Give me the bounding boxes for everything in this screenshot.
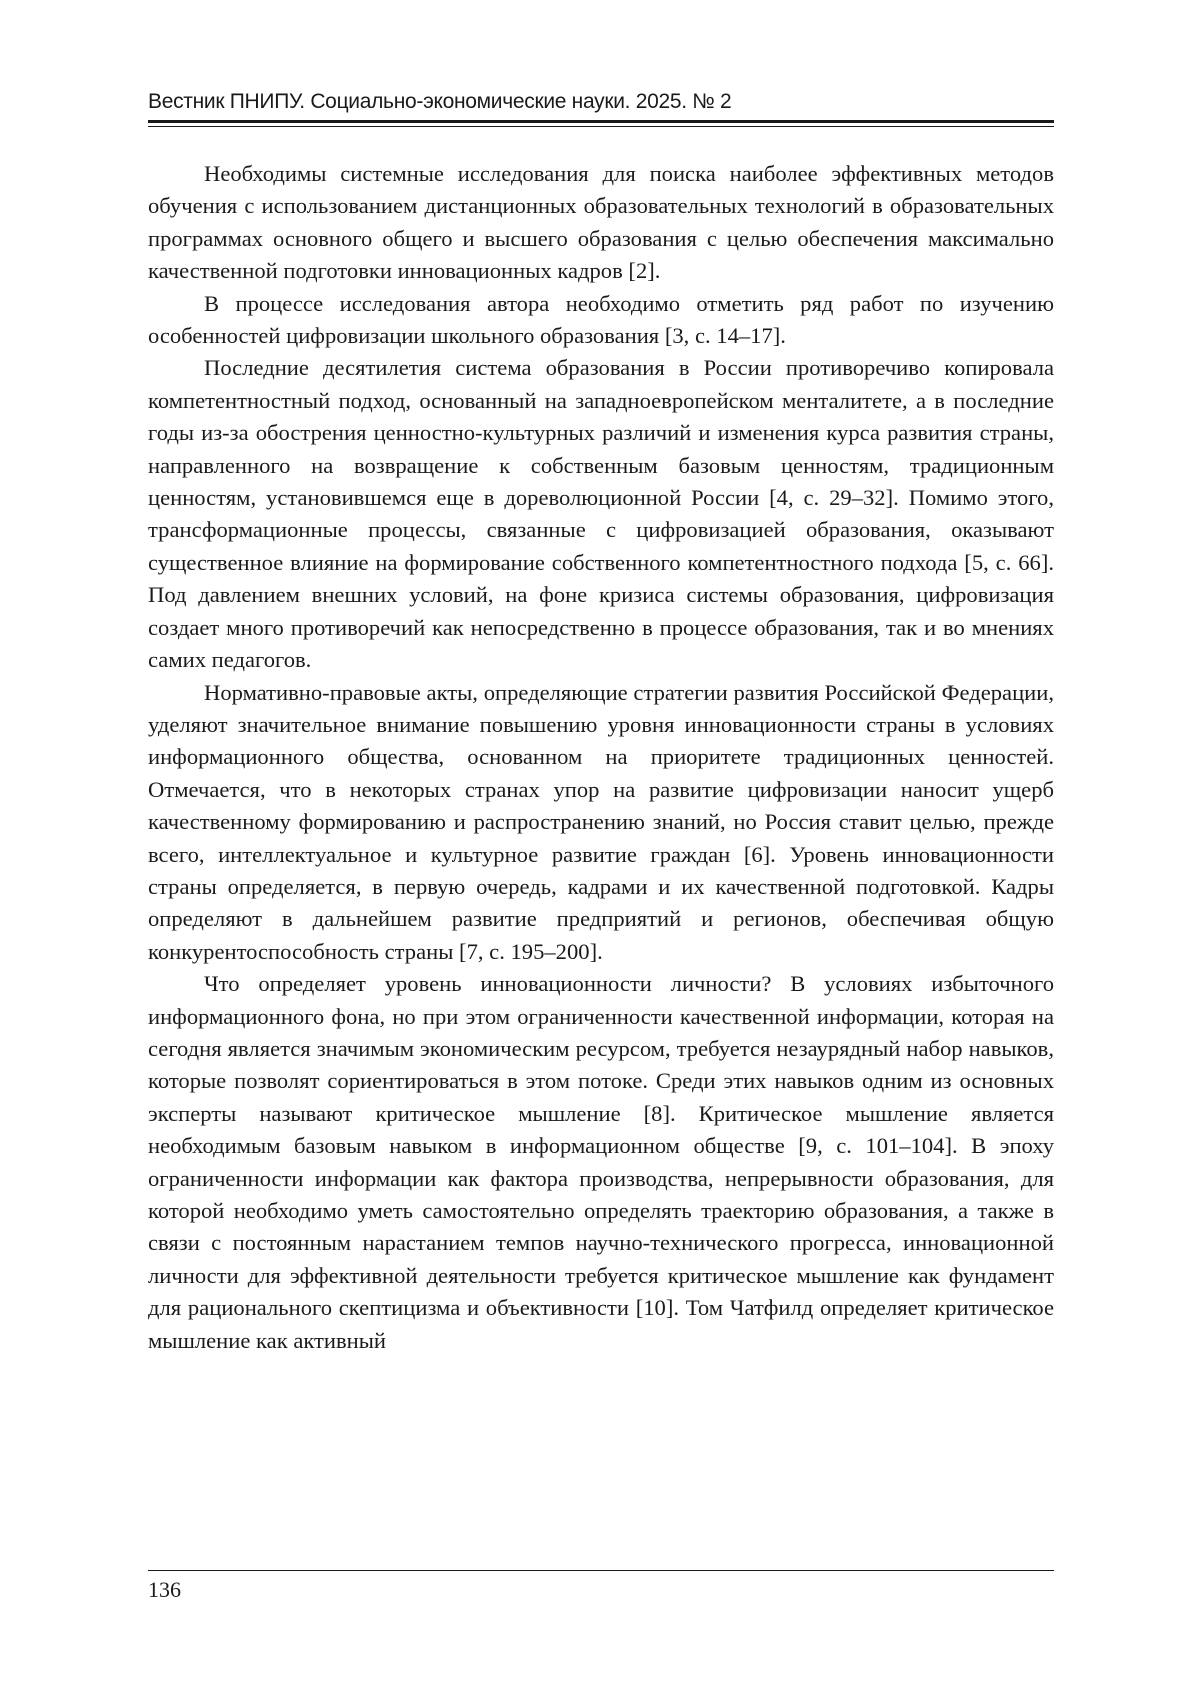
paragraph: В процессе исследования автора необходимо отметить ряд работ по изуче­нию особенностей цифровизации школьного образования [3, с. 14–17].	[148, 288, 1054, 353]
article-body	[148, 158, 1054, 1357]
header-rule-thin	[148, 126, 1054, 127]
paragraph: Что определяет уровень инновационности личности? В условиях избыточ­ного информационного фона, но при этом ограниченности качественной инфор­мации, которая на сегодня является значимым экономическим ресурсом, требу­ется незаурядный набор навыков, которые позволят сориентироваться в этом потоке. Среди этих навыков одним из основных эксперты называют критиче­ское мышление [8]. Критическое мышление является необходимым базовым навыком в информационном обществе [9, с. 101–104]. В эпоху ограниченности информации как фактора производства, непрерывности образования, для кото­рой необходимо уметь самостоятельно определять траекторию образования, а также в связи с постоянным нарастанием темпов научно-технического про­гресса, инновационной личности для эффективной деятельности требуется кри­тическое мышление как фундамент для рационального скептицизма и объектив­ности [10]. Том Чатфилд определяет критическое мышление как активный	[148, 968, 1054, 1357]
running-header	[148, 86, 1054, 120]
footer-rule	[148, 1570, 1054, 1571]
header-rule-thick	[148, 120, 1054, 123]
paragraph: Нормативно-правовые акты, определяющие стратегии развития Россий­ской Федерации, уделяют значительное внимание повышению уровня иннова­ционности страны в условиях информационного общества, основанном на при­оритете традиционных ценностей. Отмечается, что в некоторых странах упор на развитие цифровизации наносит ущерб качественному формированию и рас­пространению знаний, но Россия ставит целью, прежде всего, интеллектуальное и культурное развитие граждан [6]. Уровень инновационности страны опреде­ляется, в первую очередь, кадрами и их качественной подготовкой. Кадры опре­деляют в дальнейшем развитие предприятий и регионов, обеспечивая общую конкурентоспособность страны [7, с. 195–200].	[148, 677, 1054, 969]
journal-title: Вестник ПНИПУ. Социально-экономические науки. 2025. № 2	[148, 90, 731, 114]
page-number: 136	[148, 1577, 1054, 1603]
paragraph: Последние десятилетия система образования в России противоречиво ко­пировала компетентностный подход, основанный на западноевропейском мен­талитете, а в последние годы из-за обострения ценностно-культурных различий и изменения курса развития страны, направленного на возвращение к собствен­ным базовым ценностям, традиционным ценностям, установившемся еще в до­революционной России [4, с. 29–32]. Помимо этого, трансформационные про­цессы, связанные с цифровизацией образования, оказывают существенное вли­яние на формирование собственного компетентностного подхода [5, с. 66]. Под давлением внешних условий, на фоне кризиса системы образования, цифрови­зация создает много противоречий как непосредственно в процессе образова­ния, так и во мнениях самих педагогов.	[148, 352, 1054, 676]
page-footer	[148, 1570, 1054, 1603]
paragraph: Необходимы системные исследования для поиска наиболее эффективных методов обучения с использованием дистанционных образовательных техно­логий в образовательных программах основного общего и высшего образова­ния с целью обеспечения максимально качественной подготовки инновацион­ных кадров [2].	[148, 158, 1054, 288]
